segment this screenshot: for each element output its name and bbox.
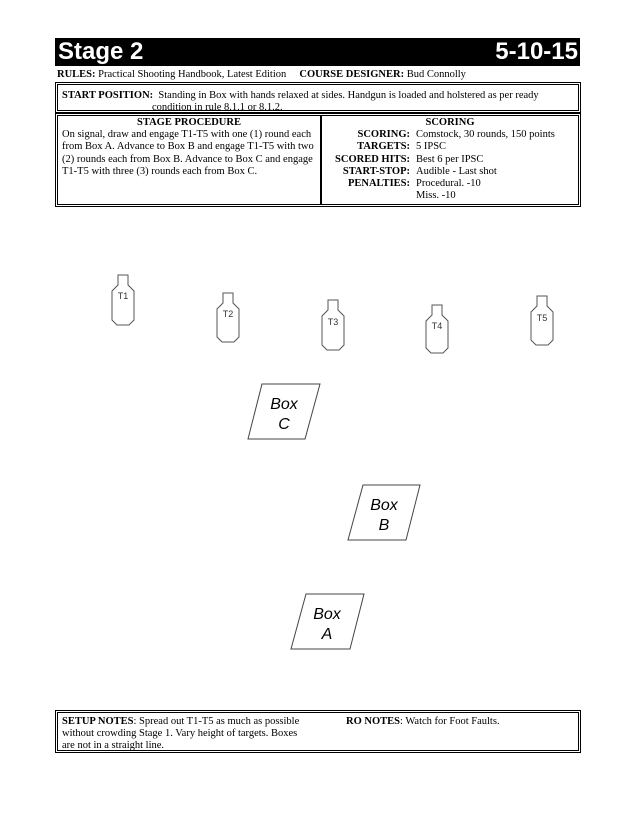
rules-value: Practical Shooting Handbook, Latest Edition — [98, 69, 287, 80]
box-label: B — [378, 517, 390, 534]
box-label: Box — [313, 606, 341, 623]
procedure-line: (2) rounds each from Box B. Advance to Box C and engage — [62, 153, 313, 165]
designer-label: COURSE DESIGNER: — [299, 69, 405, 80]
scoring-row-value: 5 IPSC — [416, 141, 447, 153]
scoring-row-label: PENALTIES: — [347, 178, 410, 190]
start-position-line2: condition in rule 8.1.1 or 8.1.2. — [152, 102, 283, 113]
box-label: Box — [370, 497, 398, 514]
ro-notes-value: : Watch for Foot Faults. — [399, 716, 500, 727]
procedure-line: On signal, draw and engage T1-T5 with one (1) round each — [62, 129, 312, 141]
box-b — [348, 485, 420, 540]
stage-title: Stage 2 — [58, 38, 144, 65]
designer-value: Bud Connolly — [406, 69, 466, 80]
procedure-line: from Box A. Advance to Box B and engage T1-T5 with two — [62, 141, 314, 153]
setup-notes-line: without crowding Stage 1. Vary height of targets. Boxes — [62, 728, 298, 739]
procedure-line: T1-T5 with three (3) rounds each from Box C. — [62, 165, 258, 177]
scoring-row-value: Procedural. -10 — [416, 178, 481, 190]
scoring-row-label: START-STOP: — [342, 165, 410, 177]
stage-code: 5-10-15 — [495, 38, 578, 65]
target-label: T5 — [536, 313, 548, 323]
setup-notes-label: SETUP NOTES — [62, 716, 134, 727]
target-label: T2 — [222, 309, 234, 319]
box-label: C — [278, 416, 290, 433]
target-label: T4 — [431, 321, 443, 331]
target-label: T1 — [117, 291, 129, 301]
setup-notes-line: : Spread out T1-T5 as much as possible — [133, 716, 300, 727]
setup-notes — [62, 716, 312, 752]
target-t4 — [426, 305, 448, 353]
target-t3 — [322, 300, 344, 350]
box-c — [248, 384, 320, 439]
start-position-line1: Standing in Box with hands relaxed at sides. Handgun is loaded and holstered as per ready — [158, 90, 539, 101]
scoring-heading: SCORING — [425, 117, 475, 128]
scoring-row-value: Comstock, 30 rounds, 150 points — [416, 129, 555, 141]
box-label: Box — [270, 396, 298, 413]
ro-notes — [346, 716, 500, 728]
procedure-heading: STAGE PROCEDURE — [137, 117, 241, 128]
ro-notes-label: RO NOTES — [346, 716, 400, 727]
scoring-row-value: Miss. -10 — [416, 190, 456, 202]
scoring-row-value: Best 6 per IPSC — [416, 153, 484, 165]
setup-notes-line: are not in a straight line. — [62, 740, 165, 751]
box-label: A — [321, 626, 333, 643]
target-t5 — [531, 296, 553, 345]
target-t2 — [217, 293, 239, 342]
target-label: T3 — [327, 317, 339, 327]
target-t1 — [112, 275, 134, 325]
box-a — [291, 594, 364, 649]
scoring-row-label: TARGETS: — [357, 141, 410, 153]
scoring-row-value: Audible - Last shot — [416, 165, 497, 177]
rules-label: RULES: — [57, 69, 96, 80]
scoring-row-label: SCORING: — [357, 129, 410, 141]
scoring-row-label: SCORED HITS: — [335, 153, 410, 165]
start-position-label: START POSITION: — [62, 90, 154, 101]
notes-box — [55, 710, 581, 753]
